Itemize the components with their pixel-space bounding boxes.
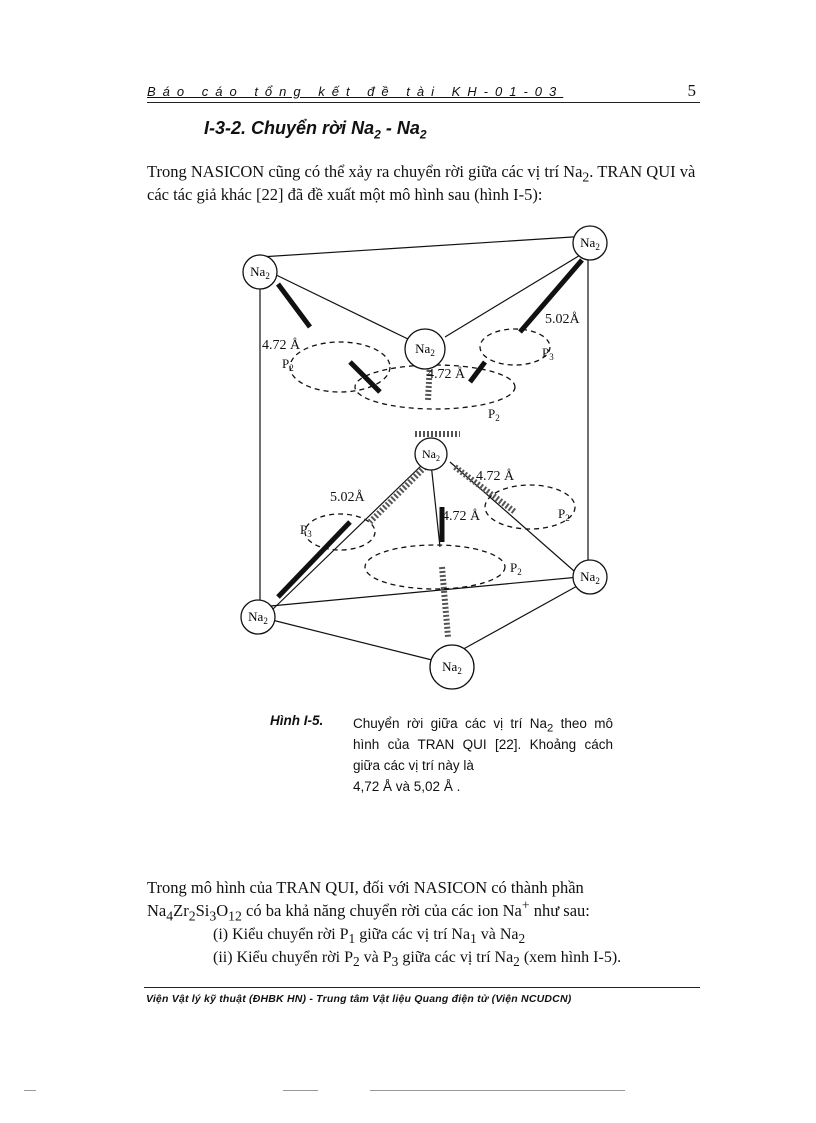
figure-caption-label: Hình I-5. xyxy=(270,713,324,728)
na-site-upper-center xyxy=(405,329,445,369)
distance-label: 4.72 Å xyxy=(262,338,301,353)
distance-label: 4.72 Å xyxy=(442,509,481,524)
svg-text:Na2: $Na_2$ xyxy=(442,659,462,676)
plane-label: $P_3$ xyxy=(542,345,554,362)
svg-text:Na2: $Na_2$ xyxy=(415,341,435,358)
running-title: Báo cáo tổng kết đề tài KH-01-03 xyxy=(147,84,564,99)
plane-label: $P_2$ xyxy=(282,356,294,373)
section-number: I-3-2. xyxy=(204,118,247,138)
na-site-bottom-right xyxy=(573,560,607,594)
distance-label: 5.02Å xyxy=(330,490,365,505)
na-site-top-right xyxy=(573,226,607,260)
svg-text:Na2: $Na_2$ xyxy=(422,447,440,463)
distance-label: 4.72 Å xyxy=(476,469,515,484)
plane-label: $P_2$ xyxy=(488,406,500,423)
na-site-top-left xyxy=(243,255,277,289)
list-item: (ii) Kiểu chuyển rời $P_2$ và $P_3$ giữa các vị trí $Na_2$ (xem hình I-5). xyxy=(213,949,622,970)
scan-mark xyxy=(370,1090,625,1091)
distance-label: 4.72 Å xyxy=(427,367,466,382)
page-header xyxy=(147,81,700,103)
svg-text:Na2: $Na_2$ xyxy=(250,264,270,281)
plane-p2-bottom xyxy=(365,545,505,589)
figure-i5-diagram xyxy=(230,222,630,692)
figure-caption-text: Chuyển rời giữa các vị trí $Na_2$ theo mô hình của TRAN QUI [22]. Khoảng cách giữa các vị trí này là 4,72 Å và 5,02 Å . xyxy=(353,713,613,797)
na-site-bottom-left xyxy=(241,600,275,634)
model-paragraph: Trong mô hình của TRAN QUI, đối với NASICON có thành phần $Na_4Zr_2Si_3O_{12}$ có ba khả năng chuyển rời của các ion Na+ như sau: xyxy=(147,878,590,924)
intro-paragraph: Trong NASICON cũng có thể xảy ra chuyển rời giữa các vị trí $Na_2$. TRAN QUI và các tác giả khác [22] đã đề xuất một mô hình sau (hình I-5): xyxy=(147,162,696,204)
distance-label: 5.02Å xyxy=(545,312,580,327)
list-item: (i) Kiểu chuyển rời $P_1$ giữa các vị trí $Na_1$ và $Na_2$ xyxy=(213,926,526,947)
scan-mark xyxy=(283,1090,318,1091)
page-footer: Viện Vật lý kỹ thuật (ĐHBK HN) - Trung tâm Vật liệu Quang điện tử (Viện NCUDCN) xyxy=(146,993,572,1005)
footer-rule xyxy=(144,987,700,988)
plane-label: $P_3$ xyxy=(300,522,312,539)
plane-p3-top xyxy=(480,329,550,365)
page-number: 5 xyxy=(687,81,696,100)
plane-label: $P_2$ xyxy=(558,506,570,523)
na-site-bottom-center xyxy=(430,645,474,689)
svg-text:Na2: $Na_2$ xyxy=(580,235,600,252)
svg-text:Na2: $Na_2$ xyxy=(248,609,268,626)
scan-mark xyxy=(24,1090,36,1091)
svg-text:Na2: $Na_2$ xyxy=(580,569,600,586)
plane-label: $P_2$ xyxy=(510,560,522,577)
section-heading xyxy=(204,118,427,142)
na-site-center xyxy=(415,438,447,470)
bond-lines xyxy=(278,260,582,597)
figure-caption-distances: 4,72 Å và 5,02 Å . xyxy=(353,779,461,794)
section-title-text: Chuyển rời $Na_2 - Na_2$ xyxy=(251,118,427,142)
